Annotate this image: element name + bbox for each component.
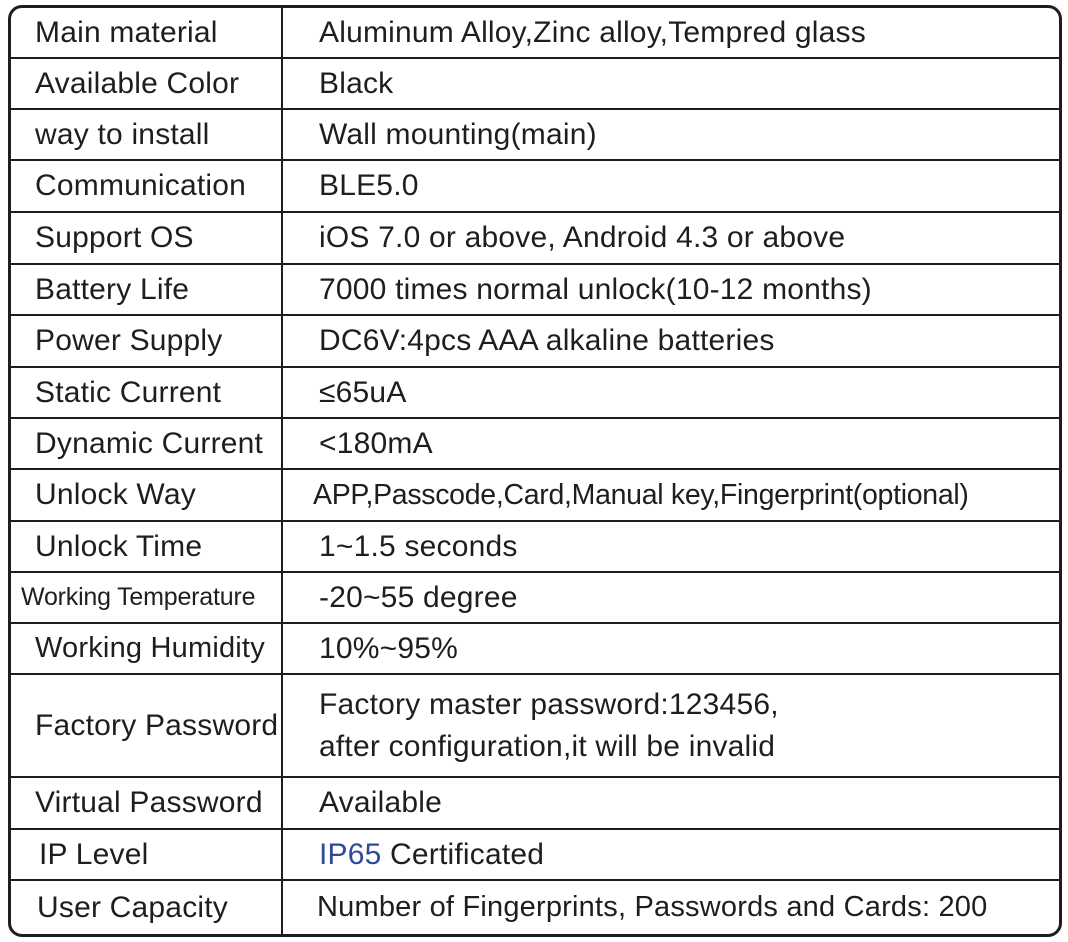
row-value: BLE5.0 — [319, 169, 419, 202]
table-row-main-material — [11, 8, 1059, 59]
row-label: Working Temperature — [11, 573, 283, 622]
row-value: Wall mounting(main) — [319, 117, 597, 151]
table-row-way-to-install — [11, 110, 1059, 161]
table-row-working-temperature — [11, 573, 1059, 624]
row-label: Main material — [11, 8, 283, 57]
row-value-line: after configuration,it will be invalid — [319, 729, 776, 763]
ip-rating-suffix: Certificated — [381, 838, 545, 871]
row-label: Support OS — [11, 213, 283, 263]
row-value: APP,Passcode,Card,Manual key,Fingerprint(optional) — [313, 478, 969, 511]
row-label: Power Supply — [11, 316, 283, 366]
row-label: way to install — [11, 110, 283, 159]
ip-rating-highlight: IP65 — [319, 838, 382, 871]
table-row-power-supply — [11, 316, 1059, 368]
row-label: Unlock Way — [11, 470, 283, 520]
row-value: Number of Fingerprints, Passwords and Cards: 200 — [317, 891, 988, 923]
row-label: Communication — [11, 161, 283, 211]
row-value: 7000 times normal unlock(10-12 months) — [319, 272, 872, 306]
table-row-ip-level — [11, 830, 1059, 881]
row-value: <180mA — [319, 426, 433, 460]
row-value: 10%~95% — [319, 631, 459, 665]
row-label: Static Current — [11, 368, 283, 417]
row-label: Working Humidity — [11, 624, 283, 673]
row-value — [283, 675, 1059, 776]
table-row-communication — [11, 161, 1059, 213]
row-label: Unlock Time — [11, 522, 283, 571]
table-row-virtual-password — [11, 778, 1059, 830]
table-row-battery-life — [11, 265, 1059, 316]
table-row-user-capacity — [11, 881, 1059, 934]
row-value: Available — [319, 786, 443, 819]
row-label: IP Level — [11, 830, 283, 879]
row-value: DC6V:4pcs AAA alkaline batteries — [319, 324, 775, 357]
row-value: Black — [319, 66, 394, 100]
row-value: -20~55 degree — [319, 580, 518, 614]
row-value-line: Factory master password:123456, — [319, 687, 779, 721]
row-value: 1~1.5 seconds — [319, 529, 518, 563]
row-label: Factory Password — [11, 675, 283, 776]
table-row-support-os — [11, 213, 1059, 265]
row-value: ≤65uA — [319, 375, 407, 409]
spec-table — [8, 5, 1062, 937]
table-row-factory-password — [11, 675, 1059, 778]
table-row-working-humidity — [11, 624, 1059, 675]
row-label: Available Color — [11, 59, 283, 108]
row-label: Virtual Password — [11, 778, 283, 828]
table-row-static-current — [11, 368, 1059, 419]
table-row-unlock-time — [11, 522, 1059, 573]
table-row-unlock-way — [11, 470, 1059, 522]
row-value — [283, 830, 1059, 879]
row-label: Battery Life — [11, 265, 283, 314]
row-label: User Capacity — [11, 881, 283, 934]
row-label: Dynamic Current — [11, 419, 283, 468]
row-value: iOS 7.0 or above, Android 4.3 or above — [319, 221, 846, 254]
table-row-dynamic-current — [11, 419, 1059, 470]
row-value: Aluminum Alloy,Zinc alloy,Tempred glass — [319, 15, 866, 49]
table-row-available-color — [11, 59, 1059, 110]
